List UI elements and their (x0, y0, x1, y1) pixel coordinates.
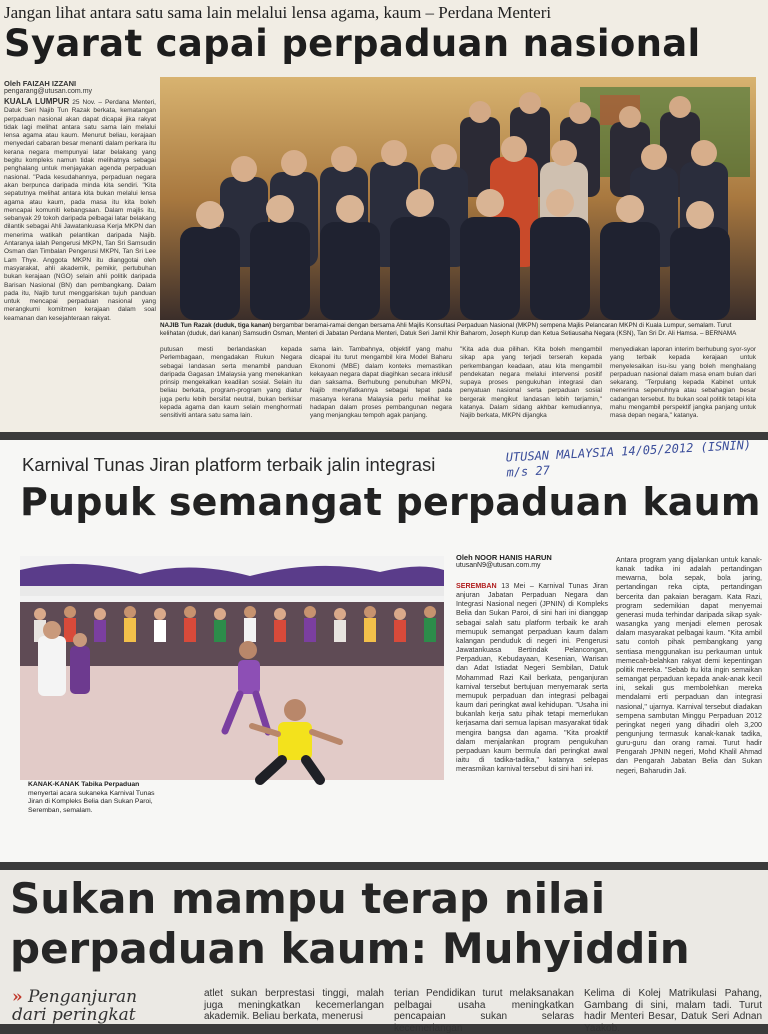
clip3-headline (10, 874, 760, 974)
clip1-byline-email: pengarang@utusan.com.my (4, 88, 93, 95)
clip1-column-c: "Kita ada dua pilihan. Kita boleh mengambil sikap apa yang terjadi terserah kepada perkembangan keadaan, atau kita mengambil pendekatan negara melalui intervensi positif supaya proses pengukuhan integrasi dan penyatuan nasional serta perpaduan sosial bergerak mengikut landasan lebih terjamin," katanya. Dalam sidang akhbar kemudiannya, Najib berkata, MKPN dijangka (460, 346, 602, 420)
clip3-column-3: Kelima di Kolej Matrikulasi Pahang, Gambang di sini, malam tadi. Turut hadir Menteri Besar, Datuk Seri Adnan Yaakob. (584, 988, 762, 1034)
clip2-handwritten-note: UTUSAN MALAYSIA 14/05/2012 (ISNIN) m/s 27 (505, 437, 752, 480)
newspaper-clipping-3 (0, 870, 768, 1034)
clip1-body-text-1: Dalam majlis itu, sebanyak 29 tokoh daripada pelbagai latar belakang dilantik sebagai Ahli Jawatankuasa Kerja MKPN dan menerima watikah pelantikan daripada Najib. Antaranya ialah Pengerusi MKPN, Tan Sri Samsudin Osman dan Timbalan Pengerusi MKPN, Tan Sri Lee Lam Thye. Anggota MKPN itu dianggotai oleh masyarakat, ahli akademik, pemikir, pertubuhan bukan kerajaan (NGO) selain ahli politik daripada Barisan Nasional (BN) dan pembangkang. Dalam pada itu, Najib turut menggariskan tujuh panduan untuk mencapai perpaduan nasional yang merangkumi komitmen kerajaan dalam soal keamanan dan kesejahteraan rakyat. (4, 206, 156, 322)
event-photo-image (20, 556, 444, 780)
clip1-group-photo (160, 77, 756, 320)
clip3-headline-line2: perpaduan kaum: Muhyiddin (10, 924, 690, 973)
clip3-lead (12, 988, 137, 1024)
clip2-event-photo (20, 556, 444, 780)
chevron-right-icon: » (12, 987, 23, 1007)
clip1-column-b: sama lain. Tambahnya, objektif yang mahu dicapai itu turut mengambil kira Model Baharu Ekonomi (MBE) dalam konteks memastikan kekayaan negara dapat diagihkan secara inklusif dan saksama. Berhubung penubuhan MKPN, Najib menyifatkannya sebagai tepat pada masanya kerana Malaysia perlu melihat ke hadapan dalam proses pembangunan negara yang menjangkau tempoh agak panjang. (310, 346, 452, 420)
clip3-column-2: terian Pendidikan turut melaksanakan pelbagai usaha meningkatkan pencapaian sukan selaras kecemerlangan (394, 988, 574, 1034)
clip1-column-a: putusan mesti berlandaskan kepada Perlembagaan, mengadakan Rukun Negara sebagai landasan serta menambil panduan daripada Gagasan 1Malaysia yang menekankan prinsip mengekalkan keadilan sosial. Selain itu beliau berkata, program-program yang diatur juga perlu lebih bersifat neutral, bukan berkisar kepada agama dan kaum selain menghormati sensitiviti antara satu sama lain. (160, 346, 302, 420)
clip3-lead-line2: dari peringkat (12, 1005, 136, 1025)
clip2-photo-caption-bold: KANAK-KANAK Tabika Perpaduan (28, 781, 140, 788)
clip1-photo-caption (160, 322, 756, 338)
clip1-byline-author: Oleh FAIZAH IZZANI (4, 79, 77, 88)
clip1-kicker: Jangan lihat antara satu sama lain melalui lensa agama, kaum – Perdana Menteri (4, 3, 552, 22)
clip1-dateline: KUALA LUMPUR (4, 97, 70, 106)
clip2-byline (456, 553, 616, 569)
clip3-column-1: atlet sukan berprestasi tinggi, malah juga meningkatkan kecemerlangan akademik. Beliau berkata, menerusi (204, 988, 384, 1022)
clip2-byline-email: utusanN9@utusan.com.my (456, 562, 541, 569)
clip2-headline: Pupuk semangat perpaduan kaum (20, 480, 761, 524)
clip2-byline-author: Oleh NOOR HANIS HARUN (456, 553, 552, 562)
clip2-photo-caption (28, 781, 168, 815)
newspaper-clipping-2 (0, 437, 768, 862)
clip1-photo-caption-text: bergambar beramai-ramai dengan bersama Ahli Majlis Konsultasi Perpaduan Nasional (MKPN) sempena Majlis Pelancaran MKPN di Kuala Lumpur, semalam. Turut kelihatan (duduk, dari kanan) Samsudin Osman, Menteri di Jabatan Perdana Menteri, Datuk Seri Jamil Khir Baharom, Joseph Kurup dan Ketua Setiausaha Negara (KSN), Tan Sri Dr. Ali Hamsa. – BERNAMA (160, 322, 737, 337)
clip1-lead-text: 25 Nov. – Perdana Menteri, Datuk Seri Najib Tun Razak berkata, kematangan perpaduan nasional akan dapat dicapai jika rakyat tidak lagi melihat antara satu sama lain melalui lensa agama atau kaum. Menurut beliau, kerajaan menyedari cabaran besar menanti dalam perkara itu kerana negara mempunyai latar belakang yang begitu kompleks namun tidak melihatnya sebagai penghalang untuk menjayakan agenda perpaduan nasional. "Pada kesudahannya, perpaduan negara akan berpunca daripada minda kita sendiri. "Kita sepatutnya melihat antara kita bukan melalui lensa agama atau kaum, pada masa itu kita boleh mencapai komuniti kebangsaan. (4, 99, 156, 214)
clip1-column-d: menyediakan laporan interim berhubung syor-syor yang terbaik kepada kerajaan untuk menyelesaikan isu-isu yang boleh menghalang perpaduan nasional dalam masa enam bulan dari sekarang. "Terpulang kepada Kabinet untuk menerima sepenuhnya atau sebahagian besar cadangan tersebut. Itu bukan soal politik tetapi kita mahu mengambil perspektif jangka panjang untuk masa depan negara," katanya. (610, 346, 756, 420)
clip1-byline (4, 79, 154, 95)
newspaper-clipping-1 (0, 0, 768, 432)
group-photo-image (160, 77, 756, 320)
clip2-column-right: Antara program yang dijalankan untuk kanak-kanak tadika ini adalah pertandingan mewarna, bola sepak, bola jaring, pertandingan reka cipta, pertandingan bercerita dan pakaian beragam. Kata Razi, program sedemikian dapat menyemai generasi muda terhindar daripada sikap syak-wasangka yang menjadi elemen perosak dalam masyarakat pelbagai kaum. "Kita ambil satu contoh pihak pembangkang yang sentiasa menggunakan isu perkauman untuk memecah-belahkan rakyat demi kepentingan politik mereka. "Sebab itu kita ingin semaikan semangat perpaduan kepada anak-anak kecil ini, sekali gus membolehkan mereka mendalami erti perpaduan dan integrasi nasional," ujarnya. Karnival tersebut diadakan sempena sambutan Minggu Perpaduan 2012 peringkat negeri yang dihadiri oleh 3,200 pengunjung termasuk kanak-kanak tadika, guru-guru dan orang ramai. Turut hadir Pengarah JPNIN negeri, Mohd Khalil Ahmad dan Pengarah Jabatan Belia dan Sukan negeri, Baharudin Jali. (616, 556, 762, 775)
clip1-headline: Syarat capai perpaduan nasional (4, 22, 701, 65)
clip2-column-lead (456, 582, 608, 860)
clip2-lead-text: 13 Mei – Karnival Tunas Jiran anjuran Jabatan Perpaduan Negara dan Integrasi Nasional negeri (JPNIN) di Kompleks Belia dan Sukan Paroi, di sini hari ini dianggap sebagai salah satu platform terbaik ke arah memupuk semangat perpaduan kaum dalam kalangan penduduk di negeri ini. Pengerusi Jawatankuasa Bertindak Pelancongan, Perpaduan, Kebudayaan, Kesenian, Warisan dan Adat Istiadat Negeri Sembilan, Datuk Mohammad Razi Kail berkata, penganjuran karnival tersebut bertujuan menyemarak serta memupuk perpaduan dan integrasi pelbagai kaum dari peringkat awal kehidupan. "Usaha ini bukanlah kerja satu pihak tetapi memerlukan kerjasama dari semua lapisan masyarakat tidak mengira bangsa dan agama. "Kita proaktif dalam menjalankan program pengukuhan perpaduan kaum bermula dari peringkat awal iaitu di tadika-tadika," katanya selepas merasmikan karnival tersebut di sini hari ini. (456, 582, 608, 774)
clip2-dateline: SEREMBAN (456, 582, 497, 590)
clip1-lead-column (4, 98, 156, 428)
clip2-kicker: Karnival Tunas Jiran platform terbaik jalin integrasi (22, 454, 436, 475)
clip1-photo-caption-bold: NAJIB Tun Razak (duduk, tiga kanan) (160, 322, 272, 329)
clip2-photo-caption-text: menyertai acara sukaneka Karnival Tunas Jiran di Kompleks Belia dan Sukan Paroi, Seremban, semalam. (28, 789, 155, 814)
clip3-lead-line1: Penganjuran (28, 987, 138, 1007)
clip3-headline-line1: Sukan mampu terap nilai (10, 874, 606, 923)
